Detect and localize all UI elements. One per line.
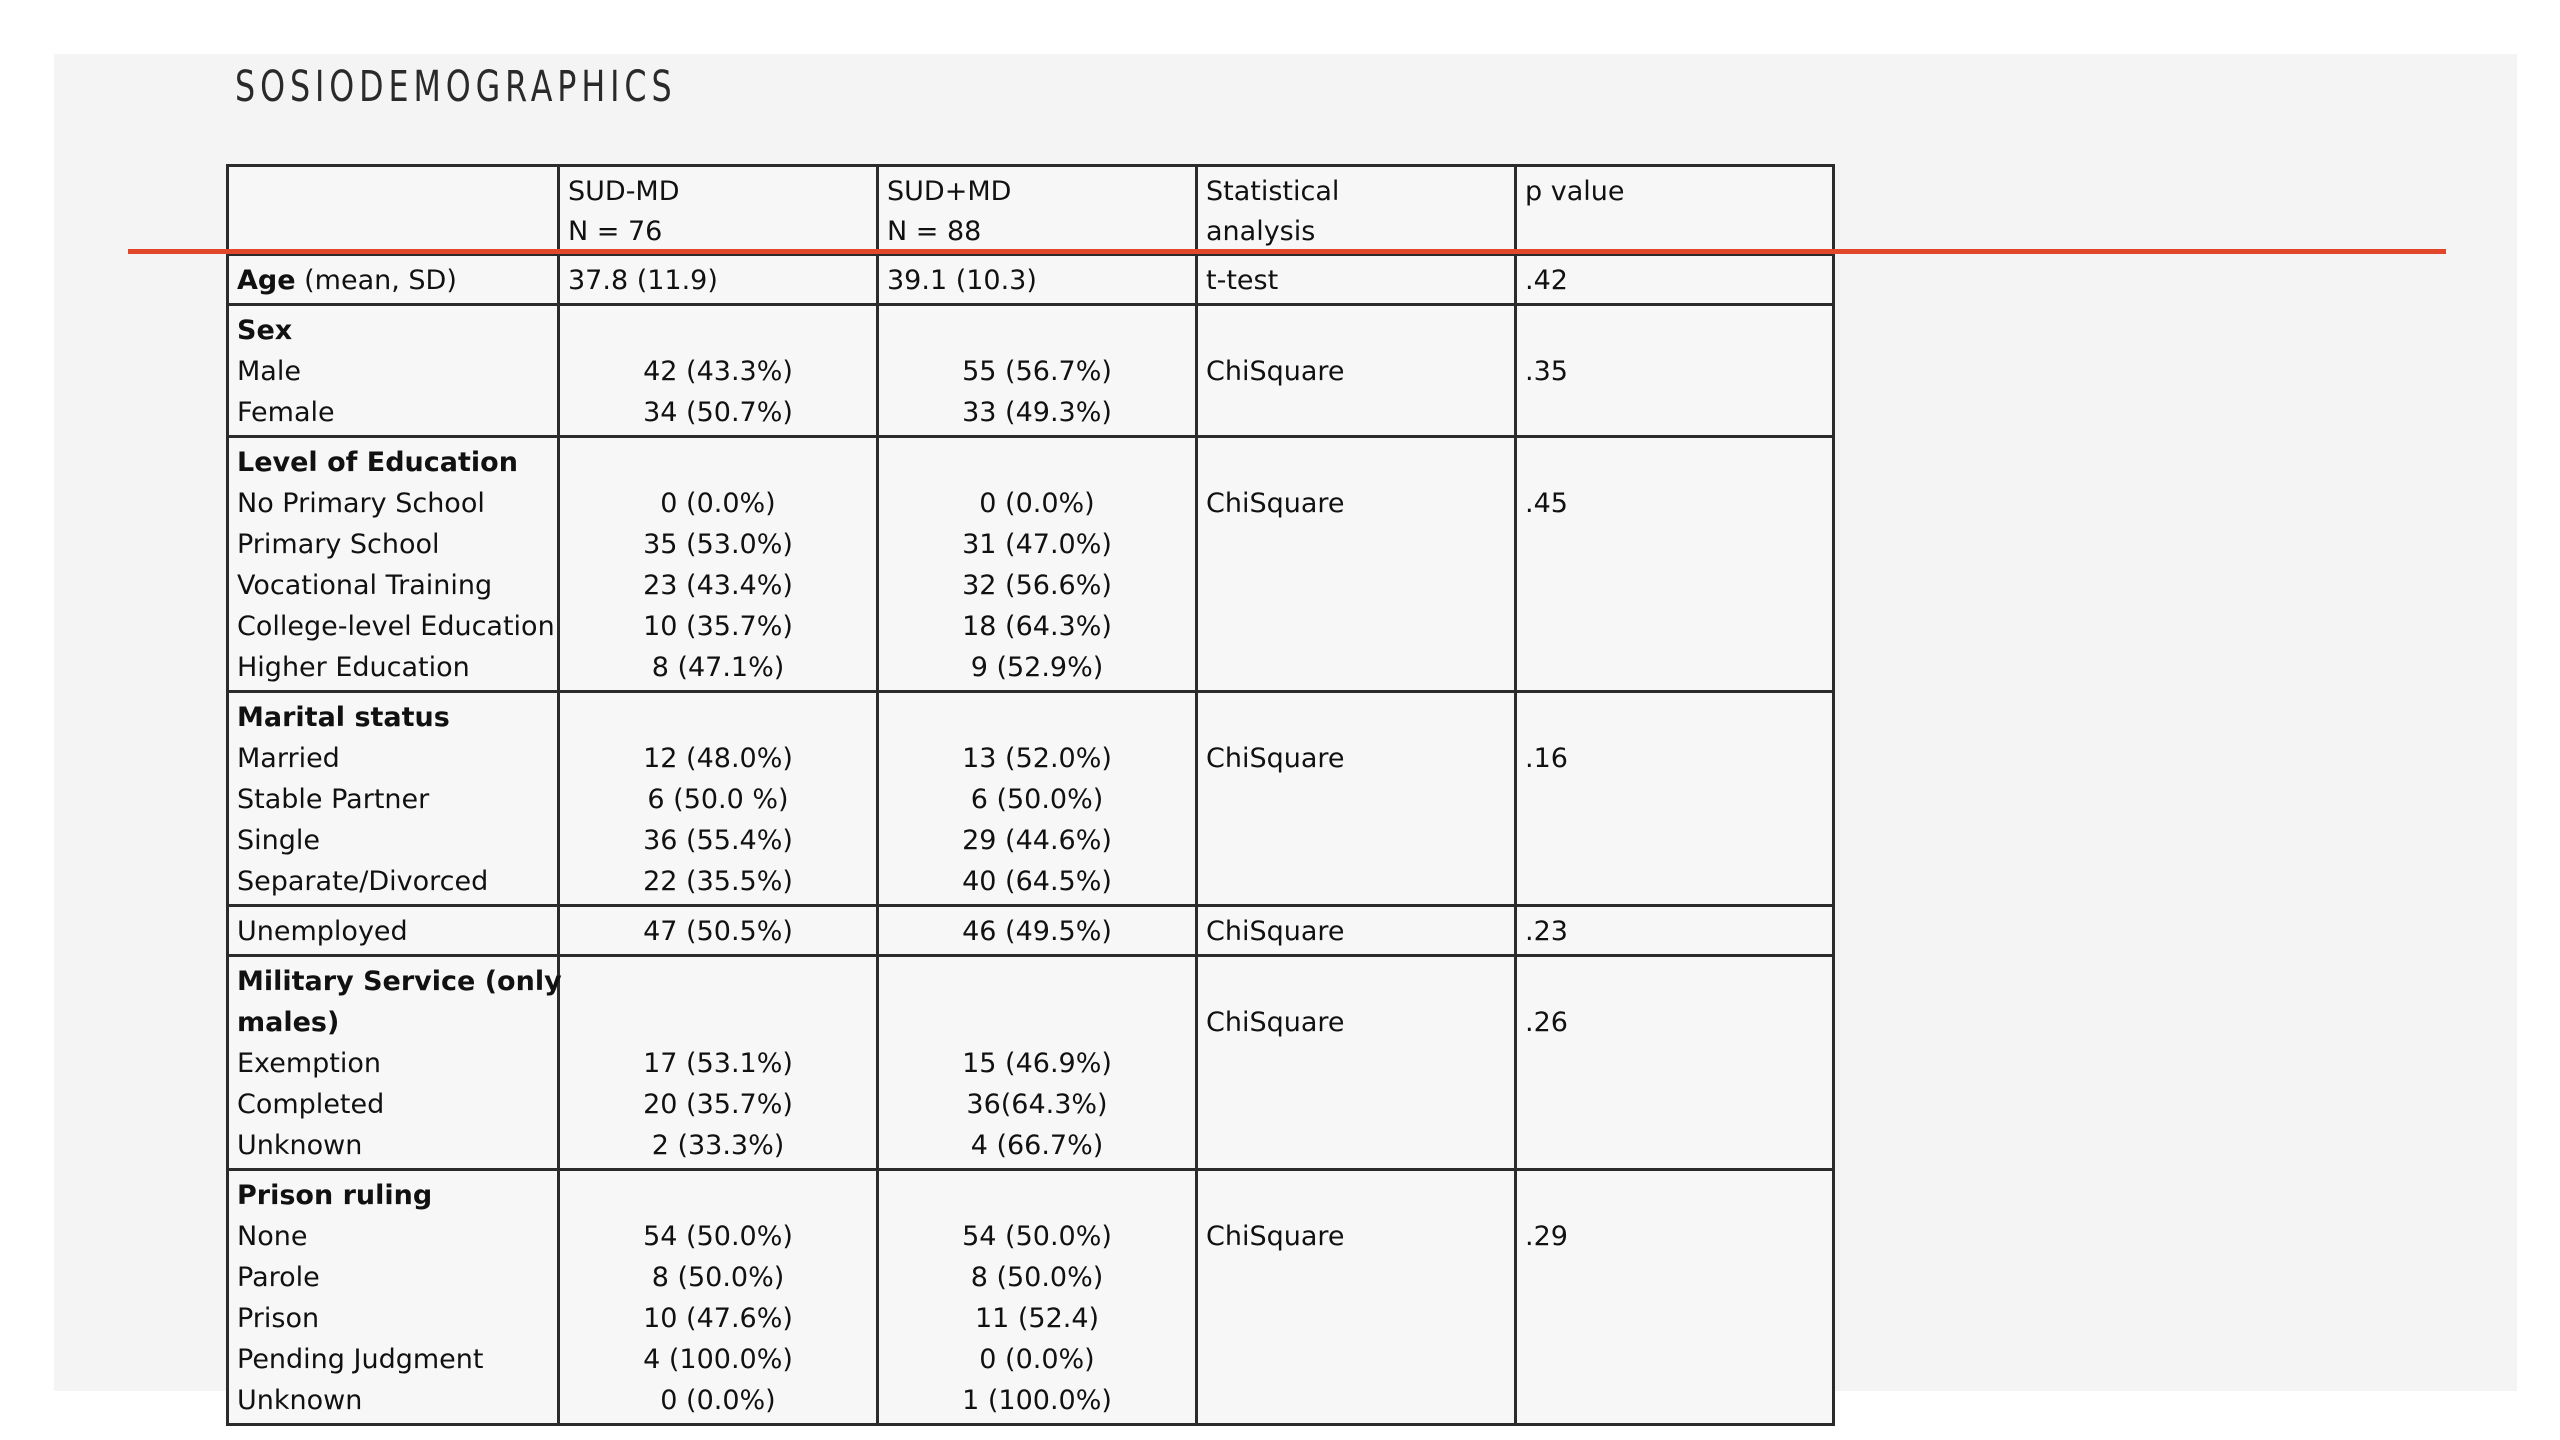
cell-military-sud-md: [559, 956, 878, 1170]
cell-age-sud-plus-md: 39.1 (10.3): [878, 255, 1197, 305]
value: 22 (35.5%): [643, 866, 793, 897]
value: 0 (0.0%): [979, 488, 1095, 519]
table-row-prison: [228, 1170, 1834, 1425]
table-row-military: [228, 956, 1834, 1170]
group-heading: Prison ruling: [237, 1180, 433, 1211]
list-item: Unknown: [237, 1130, 363, 1161]
cell-age-p: .42: [1516, 255, 1834, 305]
value: 33 (49.3%): [962, 397, 1112, 428]
header-sud-md-n: N = 76: [568, 216, 663, 247]
row-label-unemployed: Unemployed: [228, 906, 559, 956]
table-row-marital: [228, 692, 1834, 906]
value: 10 (47.6%): [643, 1303, 793, 1334]
value: 36(64.3%): [966, 1089, 1108, 1120]
cell-prison-sud-md: [559, 1170, 878, 1425]
list-item: None: [237, 1221, 308, 1252]
row-label-sex: [228, 305, 559, 437]
value: 12 (48.0%): [643, 743, 793, 774]
value: 35 (53.0%): [643, 529, 793, 560]
value: 11 (52.4): [974, 1303, 1100, 1334]
header-analysis-line2: analysis: [1206, 216, 1316, 247]
cell-education-p: .45: [1516, 437, 1834, 692]
slide-title: SOSIODEMOGRAPHICS: [235, 62, 677, 112]
row-label-education: [228, 437, 559, 692]
cell-unemployed-sud-plus-md: 46 (49.5%): [878, 906, 1197, 956]
cell-education-sud-md: [559, 437, 878, 692]
value: 29 (44.6%): [962, 825, 1112, 856]
list-item: Stable Partner: [237, 784, 430, 815]
list-item: Higher Education: [237, 652, 470, 683]
value: 20 (35.7%): [643, 1089, 793, 1120]
cell-age-analysis: t-test: [1197, 255, 1516, 305]
list-item: Exemption: [237, 1048, 381, 1079]
value: 34 (50.7%): [643, 397, 793, 428]
list-item: College-level Education: [237, 611, 555, 642]
accent-rule: [128, 249, 2446, 254]
group-heading: Marital status: [237, 702, 450, 733]
row-label-age: Age (mean, SD): [228, 255, 559, 305]
value: 32 (56.6%): [962, 570, 1112, 601]
value: 13 (52.0%): [962, 743, 1112, 774]
table-row-sex: [228, 305, 1834, 437]
list-item: Single: [237, 825, 321, 856]
value: 23 (43.4%): [643, 570, 793, 601]
value: 18 (64.3%): [962, 611, 1112, 642]
list-item: Primary School: [237, 529, 440, 560]
value: 2 (33.3%): [651, 1130, 785, 1161]
list-item: Female: [237, 397, 335, 428]
cell-sex-sud-plus-md: [878, 305, 1197, 437]
header-cell-sud-md: [559, 166, 878, 255]
header-sud-plus-md-name: SUD+MD: [887, 176, 1012, 207]
row-label-marital: [228, 692, 559, 906]
header-sud-md-name: SUD-MD: [568, 176, 680, 207]
value: 0 (0.0%): [660, 1385, 776, 1416]
group-heading: Military Service (only: [237, 966, 562, 997]
cell-marital-sud-plus-md: [878, 692, 1197, 906]
list-item: Pending Judgment: [237, 1344, 484, 1375]
cell-marital-p: .16: [1516, 692, 1834, 906]
sociodemographics-table: [226, 164, 1835, 1426]
value: 8 (50.0%): [970, 1262, 1104, 1293]
cell-prison-sud-plus-md: [878, 1170, 1197, 1425]
cell-marital-analysis: ChiSquare: [1197, 692, 1516, 906]
value: 8 (50.0%): [651, 1262, 785, 1293]
cell-education-analysis: ChiSquare: [1197, 437, 1516, 692]
cell-sex-sud-md: [559, 305, 878, 437]
value: 17 (53.1%): [643, 1048, 793, 1079]
header-cell-p-value: [1516, 166, 1834, 255]
value: 0 (0.0%): [979, 1344, 1095, 1375]
row-label-military: [228, 956, 562, 1170]
cell-unemployed-analysis: ChiSquare: [1197, 906, 1516, 956]
cell-marital-sud-md: [559, 692, 878, 906]
header-cell-analysis: [1197, 166, 1516, 255]
list-item: Vocational Training: [237, 570, 493, 601]
value: 55 (56.7%): [962, 356, 1112, 387]
group-heading-continued: males): [237, 1007, 340, 1038]
header-sud-plus-md-n: N = 88: [887, 216, 982, 247]
value: 4 (66.7%): [970, 1130, 1104, 1161]
value: 54 (50.0%): [962, 1221, 1112, 1252]
sociodemographics-table-container: [226, 164, 1832, 1426]
cell-age-sud-md: 37.8 (11.9): [559, 255, 878, 305]
cell-military-sud-plus-md: [878, 956, 1197, 1170]
header-cell-sud-plus-md: [878, 166, 1197, 255]
value: 6 (50.0 %): [647, 784, 789, 815]
table-row-education: [228, 437, 1834, 692]
cell-education-sud-plus-md: [878, 437, 1197, 692]
value: 54 (50.0%): [643, 1221, 793, 1252]
value: 0 (0.0%): [660, 488, 776, 519]
header-cell-label: [228, 166, 559, 255]
value: 6 (50.0%): [970, 784, 1104, 815]
cell-sex-analysis: ChiSquare: [1197, 305, 1516, 437]
list-item: No Primary School: [237, 488, 485, 519]
list-item: Unknown: [237, 1385, 363, 1416]
list-item: Separate/Divorced: [237, 866, 489, 897]
list-item: Male: [237, 356, 301, 387]
value: 8 (47.1%): [651, 652, 785, 683]
value: 36 (55.4%): [643, 825, 793, 856]
header-row: [228, 166, 1834, 255]
list-item: Prison: [237, 1303, 320, 1334]
value: 31 (47.0%): [962, 529, 1112, 560]
header-analysis-line1: Statistical: [1206, 176, 1340, 207]
cell-sex-p: .35: [1516, 305, 1834, 437]
cell-unemployed-p: .23: [1516, 906, 1834, 956]
value: 1 (100.0%): [962, 1385, 1112, 1416]
cell-prison-p: .29: [1516, 1170, 1834, 1425]
table-row-age: [228, 255, 1834, 305]
cell-military-p: .26: [1516, 956, 1834, 1170]
value: 9 (52.9%): [970, 652, 1104, 683]
header-p-value: p value: [1525, 176, 1625, 207]
row-label-prison: [228, 1170, 559, 1425]
value: 15 (46.9%): [962, 1048, 1112, 1079]
table-row-unemployed: [228, 906, 1834, 956]
cell-military-analysis: ChiSquare: [1197, 956, 1516, 1170]
group-heading: Sex: [237, 315, 293, 346]
cell-unemployed-sud-md: 47 (50.5%): [559, 906, 878, 956]
value: 4 (100.0%): [643, 1344, 793, 1375]
group-heading: Level of Education: [237, 447, 518, 478]
list-item: Parole: [237, 1262, 320, 1293]
value: 10 (35.7%): [643, 611, 793, 642]
cell-prison-analysis: ChiSquare: [1197, 1170, 1516, 1425]
list-item: Married: [237, 743, 340, 774]
value: 40 (64.5%): [962, 866, 1112, 897]
list-item: Completed: [237, 1089, 385, 1120]
value: 42 (43.3%): [643, 356, 793, 387]
